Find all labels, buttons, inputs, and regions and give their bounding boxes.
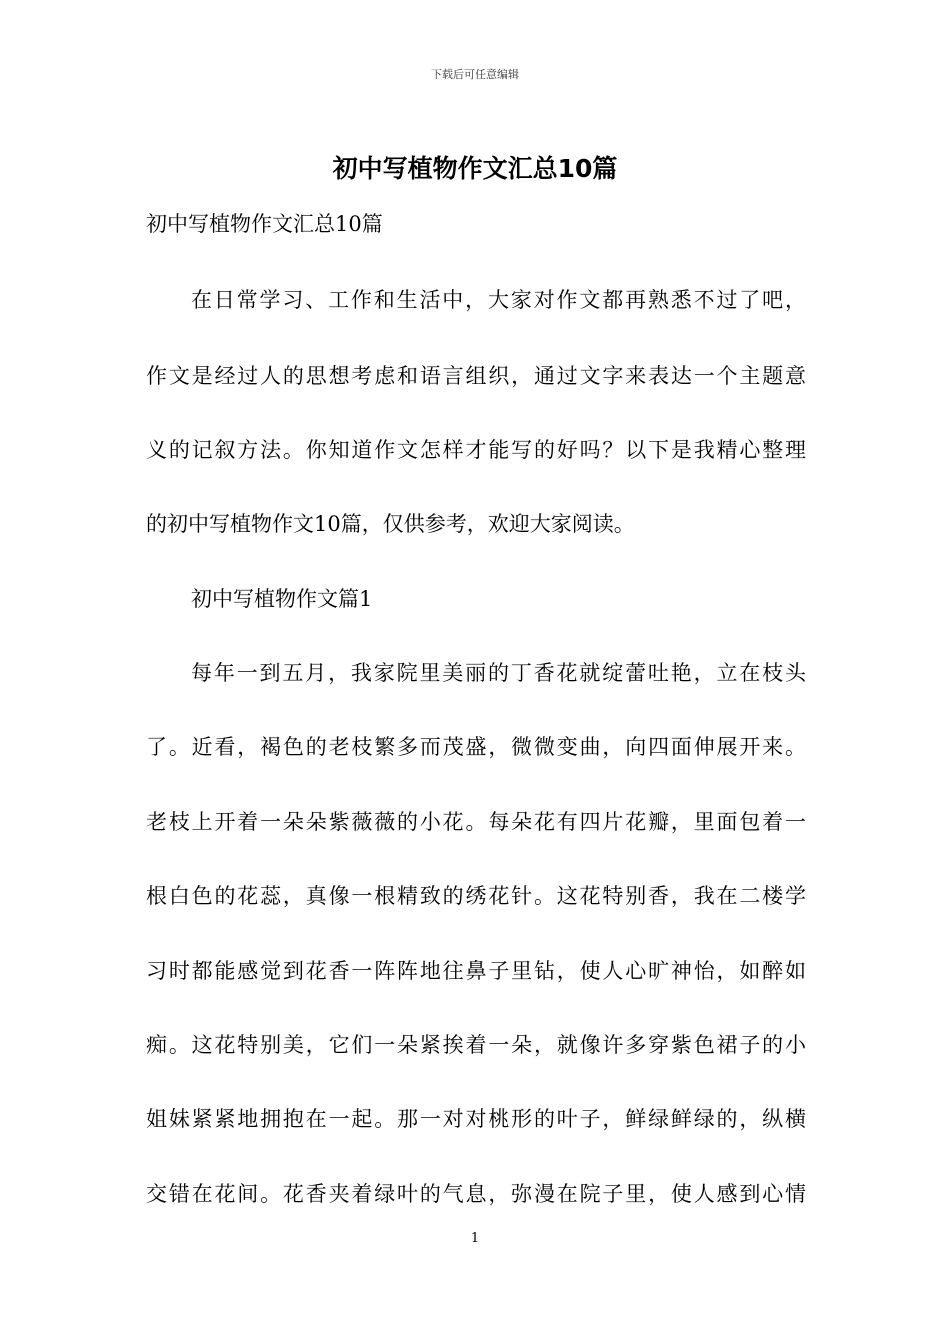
paragraph-line: 在日常学习、工作和生活中，大家对作文都再熟悉不过了吧， (191, 288, 806, 312)
page-number: 1 (470, 1231, 480, 1246)
paragraph-line: 的初中写植物作文10篇，仅供参考，欢迎大家阅读。 (146, 512, 635, 536)
paragraph-line: 了。近看，褐色的老枝繁多而茂盛，微微变曲，向四面伸展开来。 (146, 735, 806, 759)
paragraph-line: 根白色的花蕊，真像一根精致的绣花针。这花特别香，我在二楼学 (146, 884, 806, 908)
paragraph-line: 习时都能感觉到花香一阵阵地往鼻子里钻，使人心旷神怡，如醉如 (146, 959, 806, 983)
paragraph-line: 痴。这花特别美，它们一朵紧挨着一朵，就像许多穿紫色裙子的小 (146, 1033, 806, 1057)
header-note: 下载后可任意编辑 (431, 68, 519, 81)
paragraph-line: 每年一到五月，我家院里美丽的丁香花就绽蕾吐艳，立在枝头 (191, 661, 806, 685)
paragraph-line: 作文是经过人的思想考虑和语言组织，通过文字来表达一个主题意 (146, 364, 806, 388)
paragraph-line: 义的记叙方法。你知道作文怎样才能写的好吗？以下是我精心整理 (146, 438, 806, 462)
section-heading: 初中写植物作文篇1 (191, 587, 373, 611)
document-title: 初中写植物作文汇总10篇 (332, 154, 618, 183)
subtitle-line: 初中写植物作文汇总10篇 (146, 212, 383, 236)
paragraph-line: 老枝上开着一朵朵紫薇薇的小花。每朵花有四片花瓣，里面包着一 (146, 810, 806, 834)
paragraph-line: 交错在花间。花香夹着绿叶的气息，弥漫在院子里，使人感到心情 (146, 1182, 806, 1206)
paragraph-line: 姐妹紧紧地拥抱在一起。那一对对桃形的叶子，鲜绿鲜绿的，纵横 (146, 1107, 806, 1131)
